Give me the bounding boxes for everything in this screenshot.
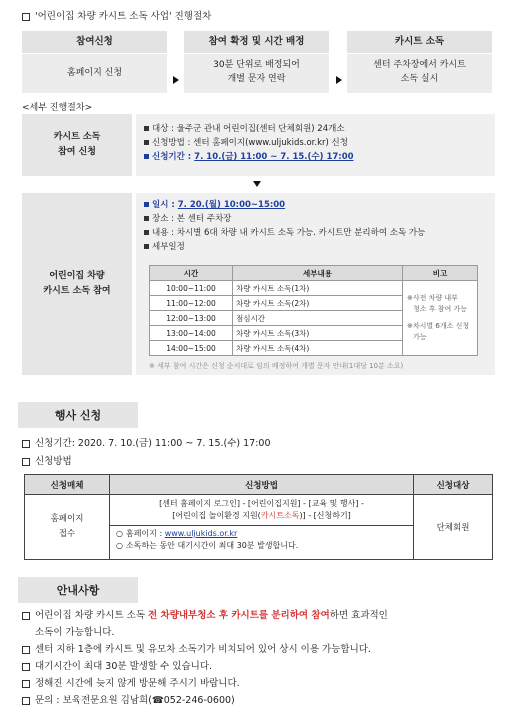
notice-tag: 안내사항	[18, 577, 138, 603]
step-body: 센터 주차장에서 카시트 소독 실시	[373, 60, 466, 84]
notice-item: 정해진 시간에 늦지 않게 방문해 주시기 바랍니다.	[22, 675, 388, 692]
event-apply-period: 신청기간: 2020. 7. 10.(금) 11:00 ~ 7. 15.(수) 17:00	[22, 435, 271, 449]
schedule-table	[149, 265, 478, 356]
bullet-item: 신청방법 : 센터 홈페이지(www.uljukids.or.kr) 신청	[144, 136, 495, 150]
table-header: 신청대상	[414, 475, 493, 495]
arrow-down-icon	[253, 181, 261, 187]
checkbox-icon	[22, 663, 30, 671]
table-header: 신청매체	[25, 475, 110, 495]
table-header: 세부내용	[233, 266, 403, 281]
table-header: 비고	[403, 266, 478, 281]
table-row: 13:00~14:00 차량 카시트 소독(3차)	[150, 326, 478, 341]
table-header: 시간	[150, 266, 233, 281]
bullet-item: 내용 : 차시별 6대 차량 내 카시트 소독 가능. 카시트만 분리하여 소독 가능	[144, 226, 495, 240]
step-body: 30분 단위로 배정되어 개별 문자 연락	[213, 60, 300, 84]
checkbox-icon	[22, 646, 30, 654]
homepage-link[interactable]: www.uljukids.or.kr	[164, 529, 238, 538]
checkbox-icon	[22, 440, 30, 448]
bullet-item: 장소 : 본 센터 주차장	[144, 212, 495, 226]
step-body: 홈페이지 신청	[66, 68, 123, 78]
arrow-right-icon	[336, 76, 342, 84]
table-row: 10:00~11:00 차량 카시트 소독(1차) ※사전 차량 내부 청소 후 참여 가능 ※차시별 6개소 신청 가능	[150, 281, 478, 296]
apply-panel	[136, 114, 495, 176]
table-header: 신청방법	[110, 475, 414, 495]
bullet-item-date: 일시 : 7. 20.(월) 10:00~15:00	[144, 198, 495, 212]
table-row	[25, 495, 493, 560]
event-apply-tag: 행사 신청	[18, 402, 138, 428]
notice-item: 센터 지하 1층에 카시트 및 유모차 소독기가 비치되어 있어 상시 이용 가능합니다.	[22, 641, 388, 658]
apply-label: 카시트 소독 참여 신청	[22, 114, 132, 176]
event-apply-method-label: 신청방법	[22, 453, 72, 467]
checkbox-icon	[22, 13, 30, 21]
arrow-right-icon	[173, 76, 179, 84]
participate-label: 어린이집 차량 카시트 소독 참여	[22, 193, 132, 375]
medium-cell: 홈페이지 접수	[25, 495, 110, 560]
method-table	[24, 474, 493, 560]
step-header: 카시트 소독	[347, 31, 492, 54]
method-cell: [센터 홈페이지 로그인] - [어린이집지원] - [교육 및 행사] - [어린이집 놀이환경 지원(카시트소독)] - [신청하기] ○ 홈페이지 : www.uljukids.or.kr ○ 소독하는 동안 대기시간이 최대 30분 발생합니다.	[110, 495, 414, 560]
step-box-apply	[22, 31, 167, 93]
checkbox-icon	[22, 458, 30, 466]
procedure-title: '어린이집 차량 카시트 소독 사업' 진행절차	[22, 8, 211, 22]
step-box-confirm	[184, 31, 329, 93]
bullet-item: 대상 : 울주군 관내 어린이집(센터 단체회원) 24개소	[144, 122, 495, 136]
notice-item: 어린이집 차량 카시트 소독 전 차량내부청소 후 카시트를 분리하여 참여하면 효과적인	[22, 607, 388, 624]
checkbox-icon	[22, 612, 30, 620]
checkbox-icon	[22, 680, 30, 688]
table-row: 12:00~13:00 점심시간	[150, 311, 478, 326]
table-row: 11:00~12:00 차량 카시트 소독(2차)	[150, 296, 478, 311]
step-header: 참여 확정 및 시간 배정	[184, 31, 329, 54]
schedule-notes: ※사전 차량 내부 청소 후 참여 가능 ※차시별 6개소 신청 가능	[403, 281, 478, 356]
notice-contact: 문의 : 보육전문요원 김남희(☎052-246-0600)	[22, 692, 388, 709]
target-cell: 단체회원	[414, 495, 493, 560]
step-box-disinfect	[347, 31, 492, 93]
bullet-item-period: 신청기간 : 7. 10.(금) 11:00 ~ 7. 15.(수) 17:00	[144, 150, 495, 164]
participate-panel	[136, 193, 495, 375]
schedule-footnote: ※ 세부 참여 시간은 신청 순서대로 임의 배정하여 개별 문자 안내(1대당 10분 소요)	[149, 362, 404, 370]
notice-list	[22, 607, 388, 709]
step-header: 참여신청	[22, 31, 167, 54]
detail-label: <세부 진행절차>	[22, 103, 93, 113]
checkbox-icon	[22, 697, 30, 705]
table-row: 14:00~15:00 차량 카시트 소독(4차)	[150, 341, 478, 356]
bullet-item: 세부일정	[144, 240, 495, 254]
notice-item-cont: 소독이 가능합니다.	[35, 627, 115, 638]
notice-item: 대기시간이 최대 30분 발생할 수 있습니다.	[22, 658, 388, 675]
